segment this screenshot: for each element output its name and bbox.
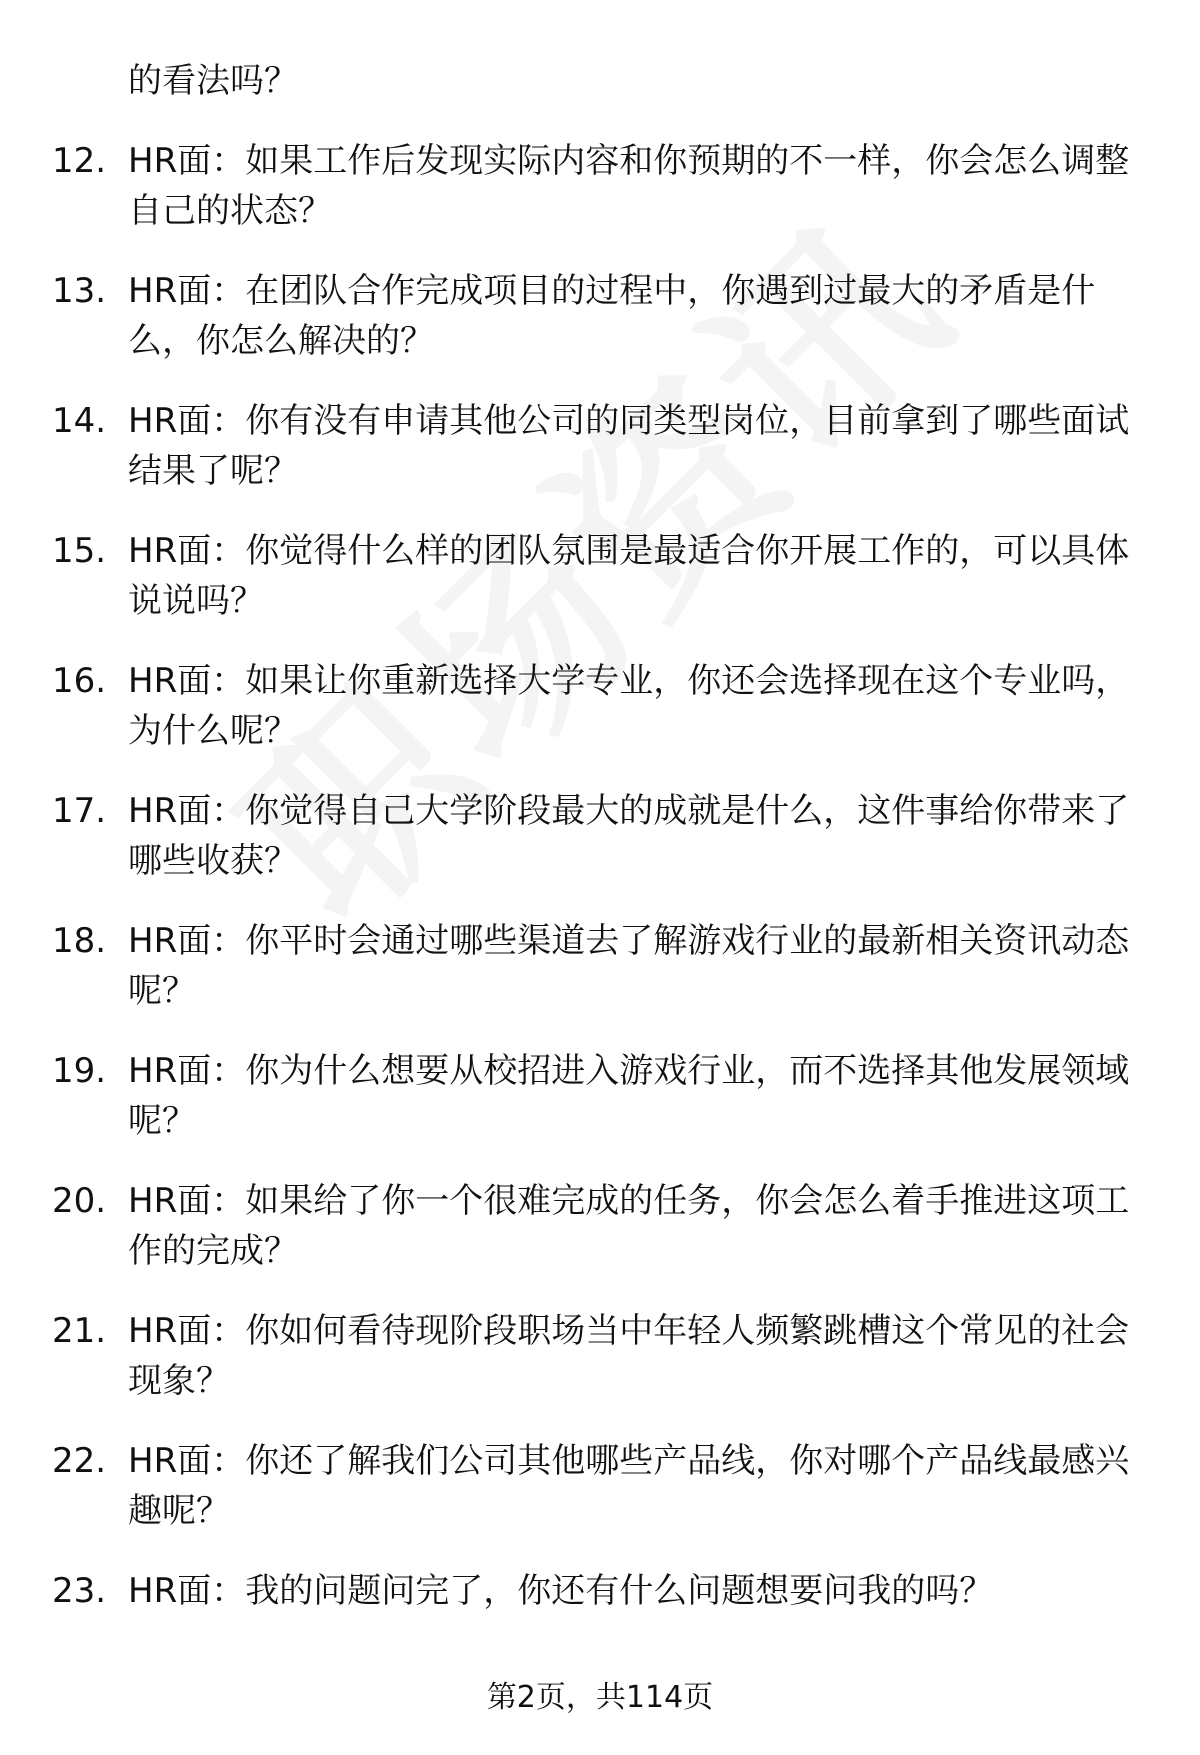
question-text: HR面：你平时会通过哪些渠道去了解游戏行业的最新相关资讯动态呢？ — [128, 921, 1130, 1011]
question-item-18 — [0, 916, 1200, 1046]
question-text: HR面：如果让你重新选择大学专业，你还会选择现在这个专业吗，为什么呢？ — [128, 661, 1130, 751]
question-text: HR面：你如何看待现阶段职场当中年轻人频繁跳槽这个常见的社会现象？ — [128, 1311, 1130, 1401]
question-text: HR面：你为什么想要从校招进入游戏行业，而不选择其他发展领域呢？ — [128, 1051, 1130, 1141]
question-number: 13. — [52, 271, 107, 311]
question-number: 19. — [52, 1051, 107, 1091]
page-number-label: 第2页，共114页 — [486, 1680, 714, 1715]
question-number: 22. — [52, 1441, 107, 1481]
question-text: HR面：我的问题问完了，你还有什么问题想要问我的吗？ — [128, 1571, 994, 1611]
question-number: 20. — [52, 1181, 107, 1221]
question-item-20 — [0, 1176, 1200, 1306]
question-item-13 — [0, 266, 1200, 396]
question-number: 18. — [52, 921, 107, 961]
question-item-22 — [0, 1436, 1200, 1566]
question-item-16 — [0, 656, 1200, 786]
question-item-19 — [0, 1046, 1200, 1176]
previous-question-continuation: 的看法吗？ — [128, 61, 298, 101]
question-text: HR面：在团队合作完成项目的过程中，你遇到过最大的矛盾是什么，你怎么解决的？ — [128, 271, 1096, 361]
question-item-14 — [0, 396, 1200, 526]
question-text: HR面：你有没有申请其他公司的同类型岗位，目前拿到了哪些面试结果了呢？ — [128, 401, 1130, 491]
question-text: HR面：如果给了你一个很难完成的任务，你会怎么着手推进这项工作的完成？ — [128, 1181, 1130, 1271]
question-item-17 — [0, 786, 1200, 916]
question-number: 16. — [52, 661, 107, 701]
question-text: HR面：你觉得自己大学阶段最大的成就是什么，这件事给你带来了哪些收获？ — [128, 791, 1130, 881]
question-number: 14. — [52, 401, 107, 441]
question-text: HR面：你觉得什么样的团队氛围是最适合你开展工作的，可以具体说说吗？ — [128, 531, 1130, 621]
page-footer — [0, 1676, 1200, 1720]
question-text: HR面：你还了解我们公司其他哪些产品线，你对哪个产品线最感兴趣呢？ — [128, 1441, 1130, 1531]
question-number: 15. — [52, 531, 107, 571]
question-item-12 — [0, 136, 1200, 266]
question-number: 23. — [52, 1571, 107, 1611]
question-number: 17. — [52, 791, 107, 831]
question-number: 12. — [52, 141, 107, 181]
question-number: 21. — [52, 1311, 107, 1351]
question-list — [0, 136, 1200, 1696]
question-item-21 — [0, 1306, 1200, 1436]
question-text: HR面：如果工作后发现实际内容和你预期的不一样，你会怎么调整自己的状态？ — [128, 141, 1130, 231]
question-item-15 — [0, 526, 1200, 656]
